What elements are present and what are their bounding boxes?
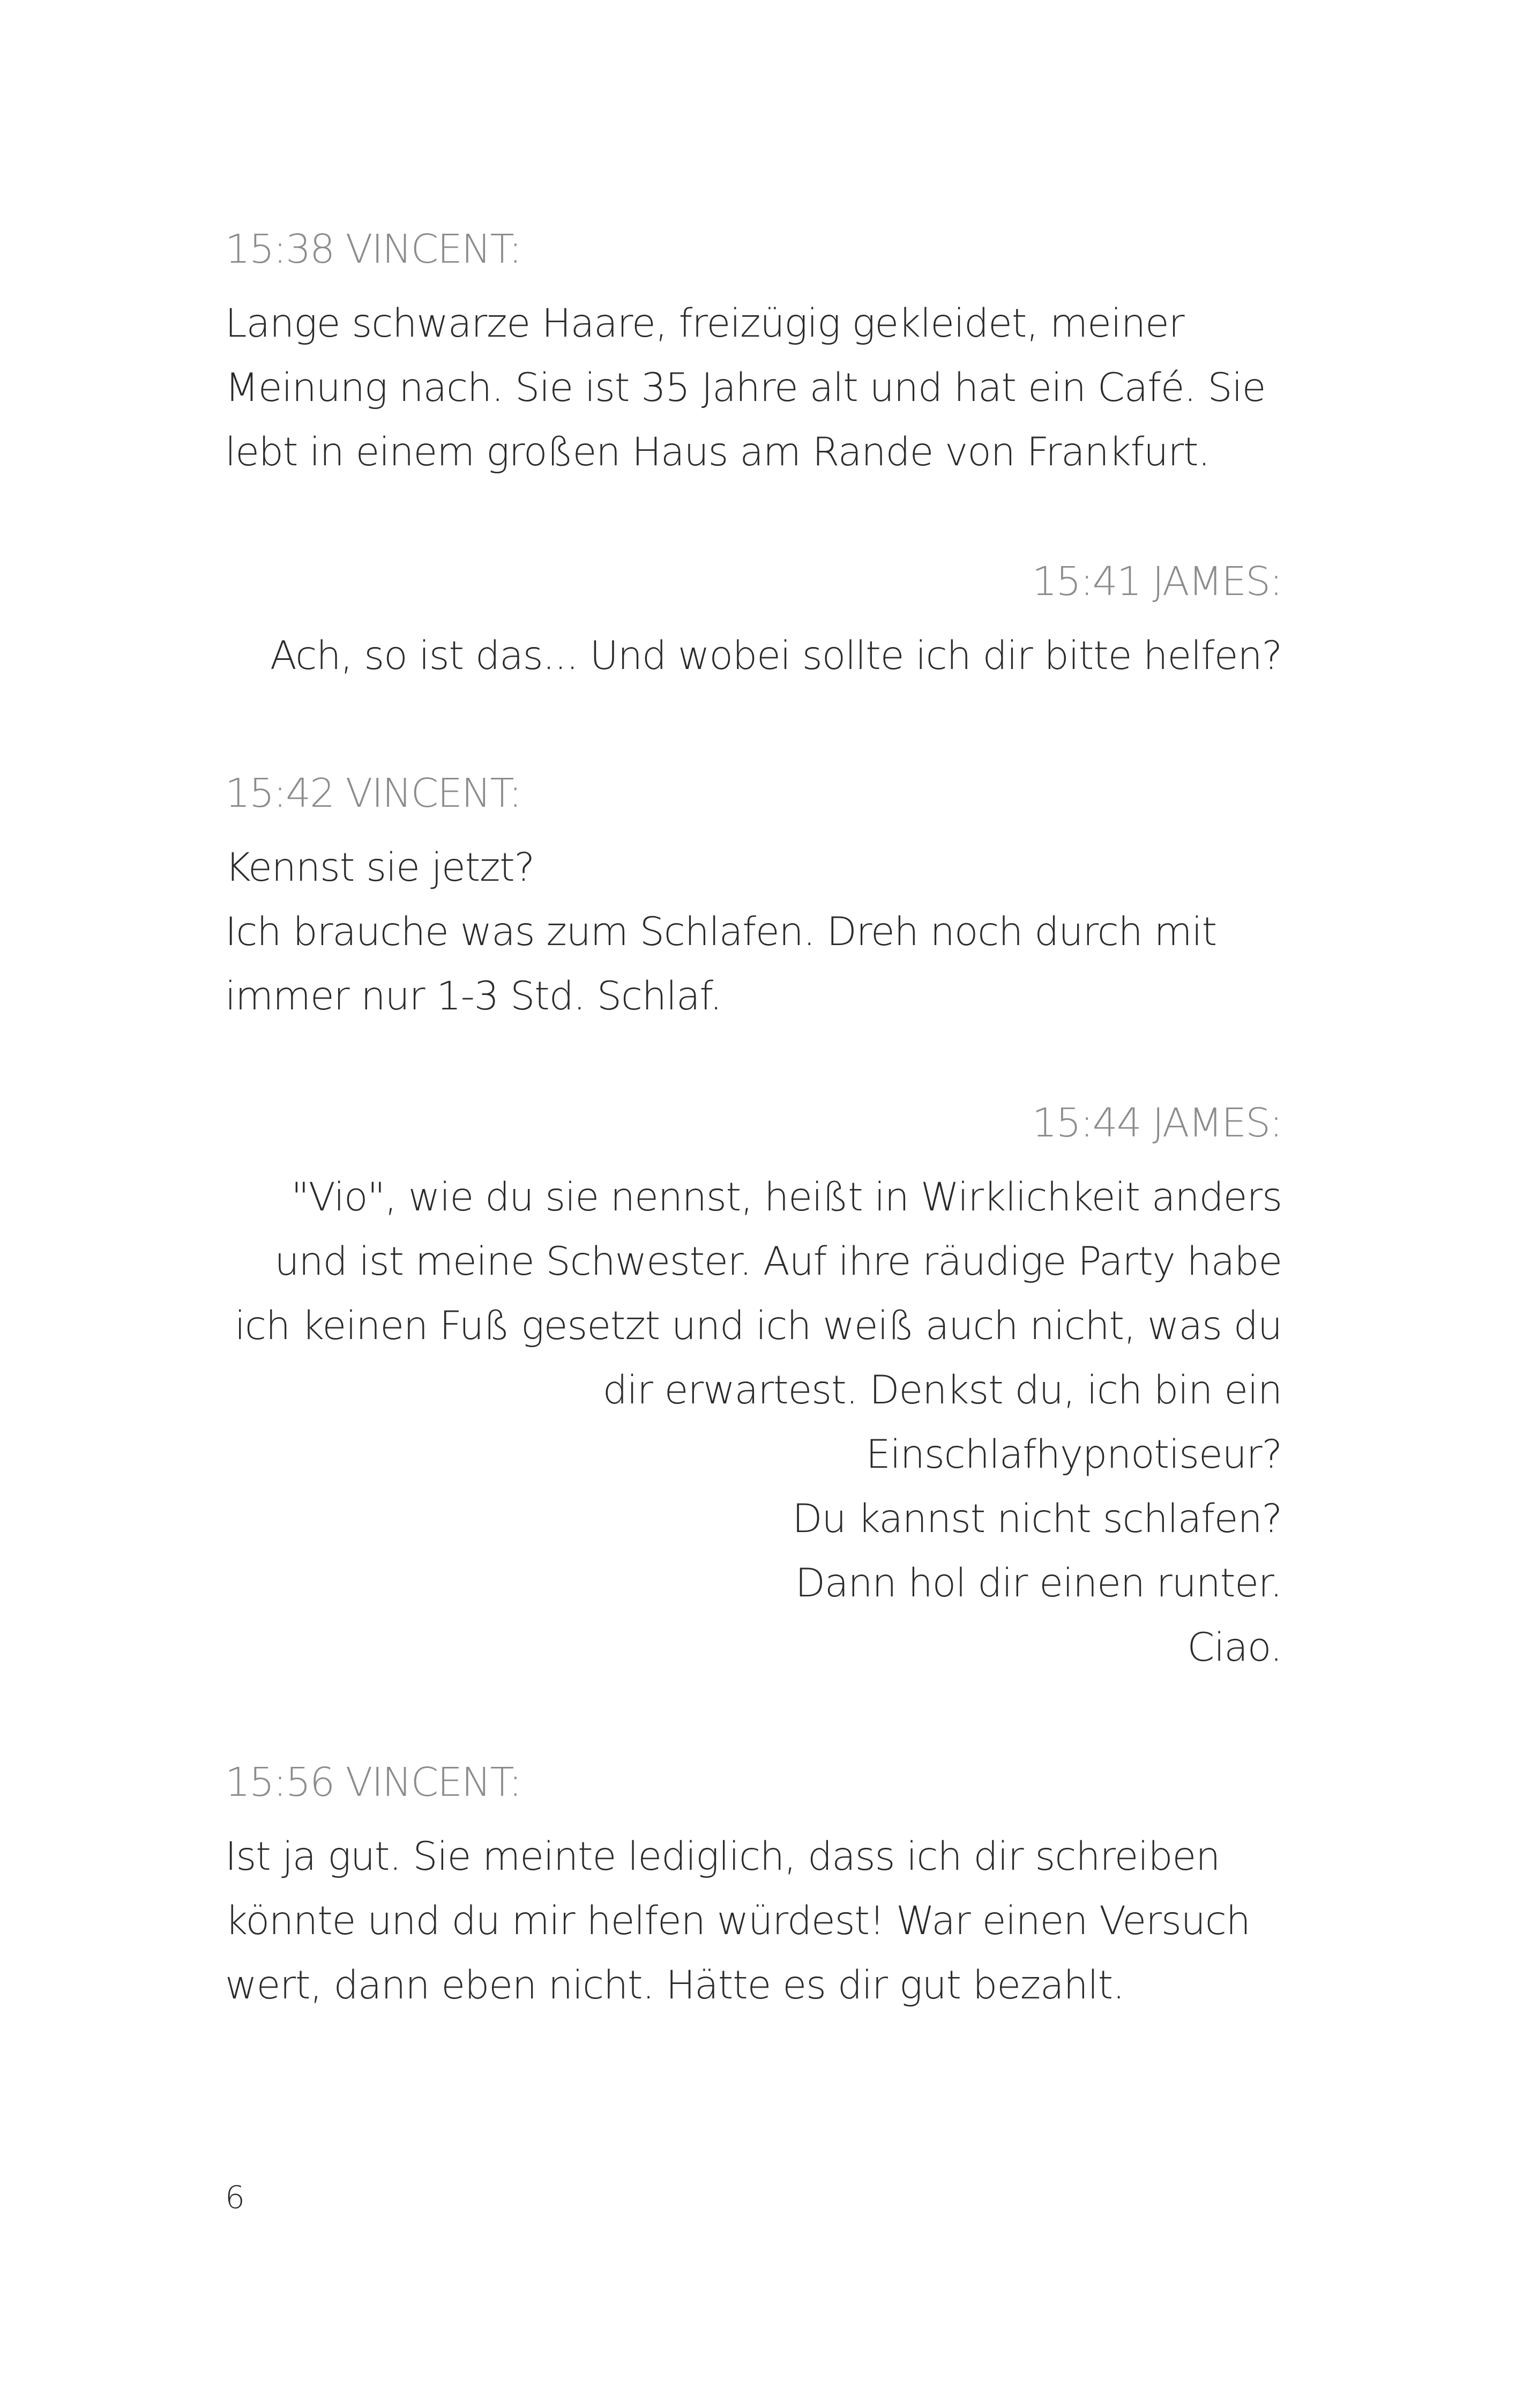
message-line: wert, dann eben nicht. Hätte es dir gut bezahlt. bbox=[225, 1963, 1125, 2008]
message-body bbox=[225, 624, 1282, 688]
message-header: 15:56 VINCENT: bbox=[225, 1759, 521, 1805]
message-line: Meinung nach. Sie ist 35 Jahre alt und hat ein Café. Sie bbox=[225, 365, 1266, 411]
message-body bbox=[225, 1165, 1282, 1680]
message-line: lebt in einem großen Haus am Rande von Frankfurt. bbox=[225, 429, 1210, 475]
message-line: "Vio", wie du sie nennst, heißt in Wirklichkeit anders bbox=[291, 1175, 1282, 1220]
message-header: 15:41 JAMES: bbox=[1032, 559, 1282, 605]
message-line: Du kannst nicht schlafen? bbox=[792, 1496, 1282, 1542]
message-line: Ach, so ist das... Und wobei sollte ich dir bitte helfen? bbox=[270, 633, 1282, 679]
message-line: Dann hol dir einen runter. bbox=[795, 1560, 1282, 1606]
message-line: ich keinen Fuß gesetzt und ich weiß auch nicht, was du bbox=[234, 1303, 1282, 1349]
message-header: 15:42 VINCENT: bbox=[225, 770, 521, 816]
message-line: könnte und du mir helfen würdest! War einen Versuch bbox=[225, 1898, 1250, 1944]
book-page bbox=[225, 0, 1282, 2408]
message-line: Kennst sie jetzt? bbox=[225, 845, 535, 890]
message-body bbox=[225, 1825, 1282, 2018]
message-vincent-1538 bbox=[225, 220, 1282, 485]
message-james-1541 bbox=[225, 552, 1282, 688]
message-header: 15:38 VINCENT: bbox=[225, 226, 521, 272]
message-line: Einschlafhypnotiseur? bbox=[865, 1432, 1282, 1477]
message-line: immer nur 1-3 Std. Schlaf. bbox=[225, 973, 722, 1019]
message-line: Lange schwarze Haare, freizügig gekleidet, meiner bbox=[225, 301, 1184, 346]
message-body bbox=[225, 292, 1282, 485]
message-vincent-1556 bbox=[225, 1753, 1282, 2018]
message-line: Ist ja gut. Sie meinte lediglich, dass ich dir schreiben bbox=[225, 1834, 1220, 1879]
message-body bbox=[225, 836, 1282, 1029]
message-line: dir erwartest. Denkst du, ich bin ein bbox=[602, 1367, 1282, 1413]
message-vincent-1542 bbox=[225, 764, 1282, 1029]
message-james-1544 bbox=[225, 1094, 1282, 1680]
message-line: und ist meine Schwester. Auf ihre räudige Party habe bbox=[274, 1239, 1282, 1284]
message-line: Ich brauche was zum Schlafen. Dreh noch durch mit bbox=[225, 909, 1217, 955]
page-number: 6 bbox=[225, 2179, 245, 2216]
message-line: Ciao. bbox=[1187, 1625, 1282, 1670]
message-header: 15:44 JAMES: bbox=[1032, 1100, 1282, 1146]
